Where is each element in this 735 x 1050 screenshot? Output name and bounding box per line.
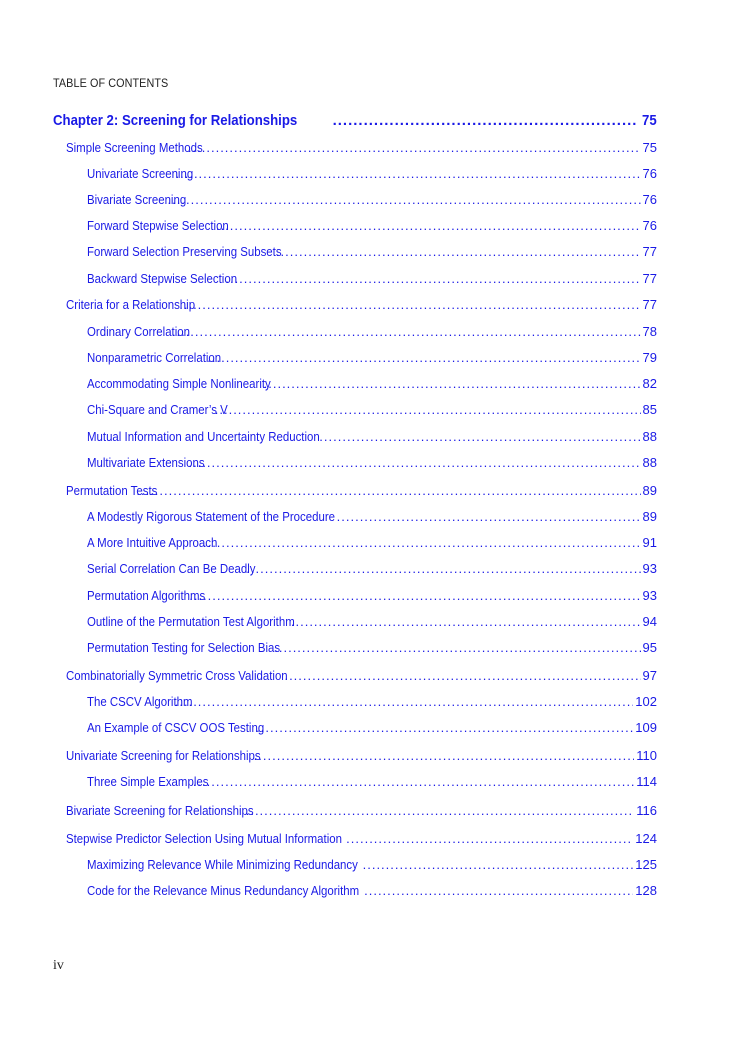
dot-leader [176,166,641,181]
toc-entry-link[interactable] [87,244,657,259]
toc-page-number: 89 [642,509,657,524]
dot-leader [274,640,640,655]
toc-page-number: 82 [642,376,657,391]
dot-leader [254,748,635,763]
toc-entry-link[interactable] [87,774,657,789]
toc-entry-link[interactable] [87,350,657,365]
toc-page-number: 76 [642,192,657,207]
toc-page-number: 116 [636,803,657,818]
toc-page-number: 76 [642,218,657,233]
dot-leader [291,614,641,629]
toc-page-number: 124 [635,831,657,846]
dot-leader [189,588,640,603]
toc-page-number: 102 [635,694,657,709]
dot-leader [225,271,640,286]
toc-entry-label: Outline of the Permutation Test Algorithm [87,614,295,629]
toc-page-number: 77 [642,244,657,259]
toc-entry-link[interactable] [87,271,657,286]
toc-page-number: 78 [642,324,657,339]
dot-leader [136,483,640,498]
toc-page-number: 114 [636,774,657,789]
dot-leader [172,324,641,339]
toc-page-number: 97 [642,668,657,683]
dot-leader [168,192,641,207]
toc-entry-label: Combinatorially Symmetric Cross Validation [66,668,288,683]
toc-entry-label: The CSCV Algorithm [87,694,193,709]
dot-leader [179,297,640,312]
toc-page-number: 75 [642,112,657,129]
toc-entry-label: Permutation Tests [66,483,158,498]
page-folio: iv [53,958,64,973]
toc-page-number: 94 [642,614,657,629]
toc-page-number: 76 [642,166,657,181]
dot-leader [276,244,641,259]
toc-entry-label: Criteria for a Relationship [66,297,196,312]
dot-leader [246,561,640,576]
toc-page-number: 89 [642,483,657,498]
dot-leader [193,774,634,789]
toc-page-number: 88 [642,455,657,470]
toc-entry-link[interactable] [87,218,657,233]
toc-entry-link[interactable] [66,297,657,312]
toc-entry-link[interactable] [87,509,657,524]
toc-entry-label: Multivariate Extensions [87,455,205,470]
toc-entry-label: Ordinary Correlation [87,324,191,339]
toc-page-number: 110 [636,748,657,763]
toc-page-number: 109 [635,720,657,735]
toc-entry-link[interactable] [87,376,657,391]
dot-leader [203,535,641,550]
dot-leader [363,857,634,872]
dot-leader [264,376,641,391]
toc-entry-label: Chapter 2: Screening for Relationships [53,112,298,129]
dot-leader [175,694,634,709]
toc-entry-label: Univariate Screening [87,166,194,181]
toc-entry-link[interactable] [87,640,657,655]
toc-entry-label: Forward Stepwise Selection [87,218,229,233]
dot-leader [207,350,640,365]
toc-entry-label: Serial Correlation Can Be Deadly [87,561,256,576]
toc-entry-label: Permutation Testing for Selection Bias [87,640,281,655]
toc-page-number: 77 [642,271,657,286]
toc-page-number: 77 [642,297,657,312]
toc-entry-link[interactable] [66,831,657,846]
toc-page-number: 75 [642,140,657,155]
toc-page-number: 79 [642,350,657,365]
toc-entry-link[interactable] [66,803,657,818]
toc-entry-label: A More Intuitive Approach [87,535,218,550]
toc-page-number: 93 [642,588,657,603]
toc-entry-label: Accommodating Simple Nonlinearity [87,376,271,391]
dot-leader [364,883,633,898]
toc-page-number: 95 [642,640,657,655]
dot-leader [188,455,640,470]
toc-entry-link[interactable] [87,857,657,872]
toc-page-number: 93 [642,561,657,576]
toc-entry-link[interactable] [87,535,657,550]
toc-entry-label: An Example of CSCV OOS Testing [87,720,265,735]
dot-leader [346,831,633,846]
toc-entry-label: Three Simple Examples [87,774,209,789]
toc-chapter-link[interactable] [53,112,657,129]
dot-leader [216,218,641,233]
toc-entry-link[interactable] [87,588,657,603]
toc-entry-label: Bivariate Screening for Relationships [66,803,254,818]
toc-entry-label: Backward Stepwise Selection [87,271,238,286]
toc-entry-label: Stepwise Predictor Selection Using Mutual Information [66,831,342,846]
dot-leader [333,112,639,129]
toc-entry-link[interactable] [87,694,657,709]
dot-leader [284,668,640,683]
toc-page-number: 125 [635,857,657,872]
toc-entry-label: Nonparametric Correlation [87,350,222,365]
toc-entry-label: Permutation Algorithms [87,588,206,603]
toc-entry-label: Mutual Information and Uncertainty Reduction [87,429,320,444]
dot-leader [256,720,633,735]
toc-entry-link[interactable] [66,483,657,498]
toc-entry-label: Univariate Screening for Relationships [66,748,261,763]
toc-entry-link[interactable] [87,455,657,470]
toc-entry-label: Code for the Relevance Minus Redundancy Algorithm [87,883,360,898]
toc-entry-label: A Modestly Rigorous Statement of the Procedure [87,509,336,524]
dot-leader [246,803,635,818]
toc-entry-link[interactable] [87,402,657,417]
toc-page-number: 88 [642,429,657,444]
toc-entry-label: Simple Screening Methods [66,140,203,155]
toc-entry-link[interactable] [87,166,657,181]
toc-entry-link[interactable] [87,883,657,898]
toc-entry-link[interactable] [87,324,657,339]
dot-leader [188,140,641,155]
toc-entry-link[interactable] [66,748,657,763]
toc-entry-link[interactable] [87,614,657,629]
toc-entry-link[interactable] [87,429,657,444]
toc-entry-link[interactable] [87,561,657,576]
toc-page-number: 85 [642,402,657,417]
toc-entry-label: Maximizing Relevance While Minimizing Redundancy [87,857,358,872]
toc-page-number: 91 [642,535,657,550]
running-head: TABLE OF CONTENTS [53,76,169,90]
toc-entry-label: Bivariate Screening [87,192,187,207]
toc-entry-link[interactable] [87,192,657,207]
toc-entry-label: Forward Selection Preserving Subsets [87,244,282,259]
toc-entry-label: Chi-Square and Cramer’s V [87,402,228,417]
dot-leader [337,509,641,524]
dot-leader [319,429,640,444]
dot-leader [215,402,641,417]
toc-entry-link[interactable] [66,140,657,155]
toc-page-number: 128 [635,883,657,898]
toc-entry-link[interactable] [66,668,657,683]
toc-entry-link[interactable] [87,720,657,735]
